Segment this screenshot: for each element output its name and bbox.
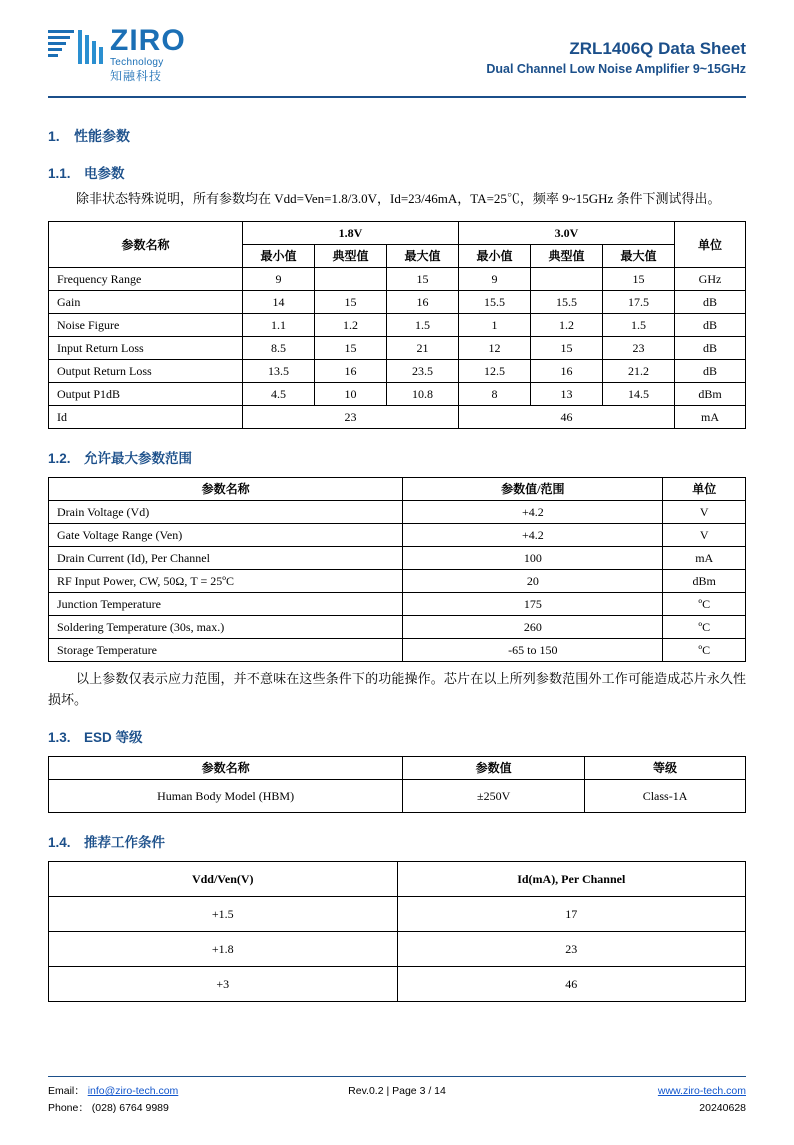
table-rec-wrapper [48, 857, 746, 1004]
table-row [49, 501, 746, 524]
logo-wordmark: ZIRO [110, 24, 186, 57]
cell-unit: GHz [675, 268, 746, 291]
section-number-1-2: 1.2. [48, 451, 71, 466]
cell-max-3v0: 21.2 [603, 360, 675, 383]
cell-param-name: Storage Temperature [49, 639, 403, 662]
th-level: 等级 [585, 757, 746, 780]
cell-typ-3v0: 13 [531, 383, 603, 406]
cell-unit: dB [675, 360, 746, 383]
cell-value: 100 [403, 547, 663, 570]
logo-text-block [110, 26, 186, 84]
th-max-1: 最大值 [387, 245, 459, 268]
cell-min-1v8: 14 [243, 291, 315, 314]
cell-param-name: Id [49, 406, 243, 429]
cell-unit: ºC [663, 593, 746, 616]
cell-param-name: Junction Temperature [49, 593, 403, 616]
table-row-header [49, 862, 746, 897]
section-title-1-2: 允许最大参数范围 [84, 451, 192, 466]
th-min-1: 最小值 [243, 245, 315, 268]
table-row [49, 268, 746, 291]
table-row [49, 547, 746, 570]
section-heading-1 [48, 126, 746, 146]
cell-typ-1v8: 15 [315, 291, 387, 314]
footer-revision: Rev.0.2 | Page 3 / 14 [348, 1085, 446, 1097]
th-unit: 单位 [663, 478, 746, 501]
logo-chinese-name: 知融科技 [110, 69, 163, 83]
cell-param-name: Human Body Model (HBM) [49, 780, 403, 813]
section-heading-1-1 [48, 162, 746, 182]
cell-unit: mA [663, 547, 746, 570]
page-header [48, 22, 746, 94]
cell-typ-1v8: 1.2 [315, 314, 387, 337]
cell-min-1v8: 8.5 [243, 337, 315, 360]
table-electrical-parameters [48, 221, 746, 429]
cell-value: 260 [403, 616, 663, 639]
footer-row-bottom [48, 1100, 746, 1117]
table-row-header [49, 478, 746, 501]
table-row [49, 616, 746, 639]
th-param-name: 参数名称 [49, 757, 403, 780]
page-content [48, 98, 746, 1004]
cell-typ-3v0: 15.5 [531, 291, 603, 314]
section-title-1: 性能参数 [74, 128, 130, 144]
th-max-2: 最大值 [603, 245, 675, 268]
table-row-header [49, 222, 746, 245]
cell-param-name: Soldering Temperature (30s, max.) [49, 616, 403, 639]
cell-max-1v8: 15 [387, 268, 459, 291]
table-row [49, 570, 746, 593]
cell-voltage: +3 [49, 967, 398, 1002]
table-row [49, 337, 746, 360]
cell-max-1v8: 16 [387, 291, 459, 314]
table-perf-wrapper [48, 217, 746, 431]
cell-unit: V [663, 524, 746, 547]
section-title-1-3: ESD 等级 [84, 730, 143, 745]
table-esd-rating [48, 756, 746, 813]
th-vdd-ven: Vdd/Ven(V) [49, 862, 398, 897]
cell-param-name: Gate Voltage Range (Ven) [49, 524, 403, 547]
table-esd-wrapper [48, 752, 746, 815]
company-logo [48, 22, 186, 84]
cell-id-3v0: 46 [459, 406, 675, 429]
footer-email-block [48, 1083, 278, 1100]
footer-row-top [48, 1083, 746, 1100]
cell-value: -65 to 150 [403, 639, 663, 662]
cell-value: ±250V [403, 780, 585, 813]
cell-unit: ºC [663, 616, 746, 639]
cell-unit: V [663, 501, 746, 524]
table-row [49, 524, 746, 547]
cell-param-name: Output Return Loss [49, 360, 243, 383]
th-typ-1: 典型值 [315, 245, 387, 268]
table-recommended-operating-conditions [48, 861, 746, 1002]
cell-value: 20 [403, 570, 663, 593]
cell-typ-1v8: 15 [315, 337, 387, 360]
cell-max-3v0: 15 [603, 268, 675, 291]
section-number-1-1: 1.1. [48, 166, 71, 181]
cell-voltage: +1.8 [49, 932, 398, 967]
footer-divider [48, 1076, 746, 1077]
table-row [49, 932, 746, 967]
cell-max-1v8: 10.8 [387, 383, 459, 406]
cell-param-name: Gain [49, 291, 243, 314]
paragraph-stress-note: 以上参数仅表示应力范围，并不意味在这些条件下的功能操作。芯片在以上所列参数范围外工作可能造成芯片永久性损坏。 [48, 671, 746, 707]
table-row [49, 967, 746, 1002]
cell-min-1v8: 9 [243, 268, 315, 291]
cell-typ-1v8: 10 [315, 383, 387, 406]
paragraph-electrical-note: 除非状态特殊说明，所有参数均在 Vdd=Ven=1.8/3.0V，Id=23/46mA，TA=25℃，频率 9~15GHz 条件下测试得出。 [76, 191, 721, 206]
cell-current: 23 [397, 932, 746, 967]
cell-param-name: Drain Voltage (Vd) [49, 501, 403, 524]
document-title: ZRL1406Q Data Sheet [569, 39, 746, 58]
table-max-wrapper [48, 473, 746, 664]
section-title-1-1: 电参数 [84, 166, 125, 181]
cell-min-3v0: 15.5 [459, 291, 531, 314]
section-number-1: 1. [48, 128, 60, 144]
logo-tagline: Technology [110, 57, 164, 68]
cell-max-1v8: 21 [387, 337, 459, 360]
section-heading-1-3 [48, 726, 746, 746]
cell-typ-3v0: 1.2 [531, 314, 603, 337]
cell-min-3v0: 12 [459, 337, 531, 360]
cell-max-3v0: 17.5 [603, 291, 675, 314]
th-id-per-channel: Id(mA), Per Channel [397, 862, 746, 897]
table-row [49, 406, 746, 429]
th-min-2: 最小值 [459, 245, 531, 268]
cell-unit: dBm [675, 383, 746, 406]
th-group-3v0: 3.0V [459, 222, 675, 245]
table-row [49, 593, 746, 616]
footer-phone-number: (028) 6764 9989 [91, 1102, 169, 1114]
cell-current: 46 [397, 967, 746, 1002]
cell-unit: mA [675, 406, 746, 429]
section-number-1-4: 1.4. [48, 835, 71, 850]
th-value: 参数值 [403, 757, 585, 780]
th-param-name: 参数名称 [49, 478, 403, 501]
datasheet-page [0, 22, 794, 1145]
table-row [49, 383, 746, 406]
table-absolute-maximum-ratings [48, 477, 746, 662]
header-title-block [486, 22, 746, 78]
cell-typ-1v8 [315, 268, 387, 291]
footer-phone-block [48, 1100, 278, 1117]
cell-min-3v0: 9 [459, 268, 531, 291]
table-row [49, 314, 746, 337]
cell-value: +4.2 [403, 524, 663, 547]
cell-param-name: Drain Current (Id), Per Channel [49, 547, 403, 570]
cell-param-name: Frequency Range [49, 268, 243, 291]
cell-min-3v0: 8 [459, 383, 531, 406]
cell-value: 175 [403, 593, 663, 616]
document-subtitle: Dual Channel Low Noise Amplifier 9~15GHz [486, 62, 746, 76]
cell-max-1v8: 23.5 [387, 360, 459, 383]
cell-unit: ºC [663, 639, 746, 662]
table-row [49, 291, 746, 314]
footer-email-link[interactable]: info@ziro-tech.com [87, 1085, 179, 1097]
footer-phone-label: Phone： [48, 1102, 89, 1114]
page-footer [48, 1076, 746, 1117]
table-row [49, 360, 746, 383]
cell-min-1v8: 13.5 [243, 360, 315, 383]
th-param-name: 参数名称 [49, 222, 243, 268]
footer-website-block [516, 1083, 746, 1100]
cell-value: +4.2 [403, 501, 663, 524]
cell-min-1v8: 4.5 [243, 383, 315, 406]
cell-current: 17 [397, 897, 746, 932]
cell-typ-1v8: 16 [315, 360, 387, 383]
section-number-1-3: 1.3. [48, 730, 71, 745]
cell-unit: dB [675, 291, 746, 314]
table-row [49, 639, 746, 662]
cell-typ-3v0 [531, 268, 603, 291]
cell-typ-3v0: 15 [531, 337, 603, 360]
cell-param-name: Input Return Loss [49, 337, 243, 360]
footer-email-label: Email： [48, 1085, 85, 1097]
cell-unit: dBm [663, 570, 746, 593]
cell-max-3v0: 1.5 [603, 314, 675, 337]
cell-min-3v0: 12.5 [459, 360, 531, 383]
table-row-header [49, 757, 746, 780]
cell-id-1v8: 23 [243, 406, 459, 429]
cell-param-name: RF Input Power, CW, 50Ω, T = 25ºC [49, 570, 403, 593]
table-row [49, 897, 746, 932]
table-row [49, 780, 746, 813]
ziro-logo-icon [48, 26, 104, 70]
th-value-range: 参数值/范围 [403, 478, 663, 501]
cell-level: Class-1A [585, 780, 746, 813]
cell-max-3v0: 14.5 [603, 383, 675, 406]
cell-min-3v0: 1 [459, 314, 531, 337]
cell-max-3v0: 23 [603, 337, 675, 360]
section-title-1-4: 推荐工作条件 [84, 835, 165, 850]
cell-param-name: Noise Figure [49, 314, 243, 337]
th-typ-2: 典型值 [531, 245, 603, 268]
th-group-1v8: 1.8V [243, 222, 459, 245]
footer-date: 20240628 [699, 1102, 746, 1114]
cell-max-1v8: 1.5 [387, 314, 459, 337]
footer-website-link[interactable]: www.ziro-tech.com [657, 1085, 746, 1097]
cell-min-1v8: 1.1 [243, 314, 315, 337]
cell-typ-3v0: 16 [531, 360, 603, 383]
cell-voltage: +1.5 [49, 897, 398, 932]
cell-unit: dB [675, 337, 746, 360]
th-unit: 单位 [675, 222, 746, 268]
section-heading-1-2 [48, 447, 746, 467]
cell-unit: dB [675, 314, 746, 337]
section-heading-1-4 [48, 831, 746, 851]
cell-param-name: Output P1dB [49, 383, 243, 406]
